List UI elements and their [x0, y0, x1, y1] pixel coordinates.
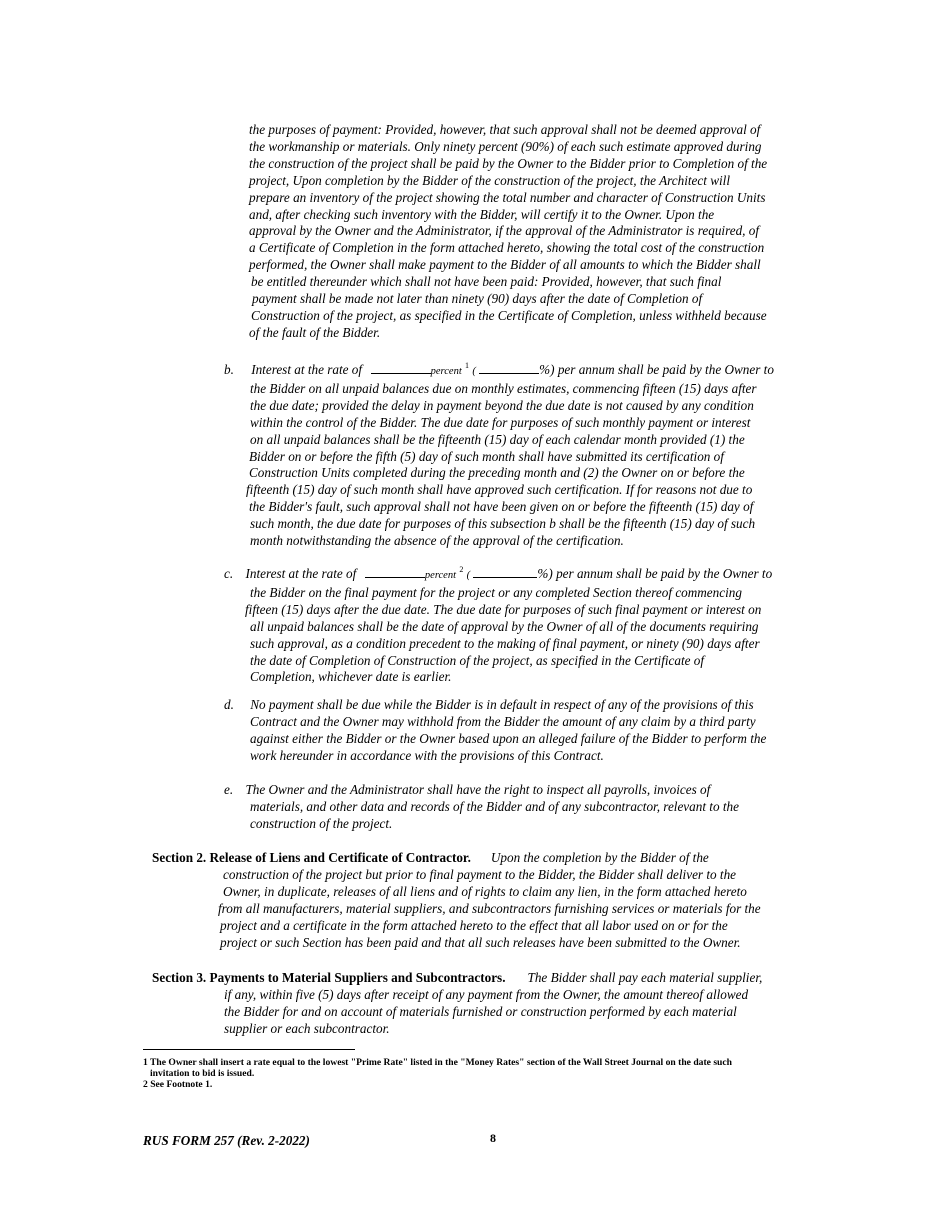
text-line: all unpaid balances shall be the date of approval by the Owner of all of the documents requiring — [250, 618, 759, 634]
text-line: the purposes of payment: Provided, however, that such approval shall not be deemed approval of — [249, 122, 761, 137]
text-line: The Owner and the Administrator shall have the right to inspect all payrolls, invoices of — [245, 782, 711, 797]
clause-d — [224, 697, 766, 765]
text-line: of the fault of the Bidder. — [249, 324, 381, 340]
clause-c-first-line — [224, 562, 772, 585]
clause-d-body — [224, 714, 766, 765]
text-line: fifteenth (15) day of such month shall have approved such certification. If for reasons not due to — [246, 482, 753, 498]
footnote-ref: 1 — [465, 361, 470, 370]
text-line: the Bidder for and on account of materials furnished or construction performed by each material — [224, 1003, 737, 1019]
percent-word: percent — [430, 366, 462, 377]
text-line: if any, within five (5) days after receipt of any payment from the Owner, the amount thereof allowed — [224, 986, 749, 1002]
clause-marker: d. — [224, 697, 234, 712]
text-line: on all unpaid balances shall be the fifteenth (15) day of each calendar month provided (1) the — [250, 431, 745, 447]
rate-number-blank[interactable] — [473, 566, 537, 578]
clause-e-body — [224, 799, 739, 833]
text-line: construction of the project. — [250, 815, 393, 831]
text-line: construction of the project but prior to final payment to the Bidder, the Bidder shall deliver to the — [223, 866, 737, 882]
section-heading: Section 3. Payments to Material Suppliers and Subcontractors. — [152, 970, 506, 985]
text-line: No payment shall be due while the Bidder is in default in respect of any of the provisions of this — [250, 697, 754, 712]
text-line: a Certificate of Completion in the form attached hereto, showing the total cost of the construction — [249, 240, 765, 256]
text-line: The Bidder shall pay each material supplier, — [527, 970, 763, 985]
open-paren: ( — [472, 366, 476, 377]
clause-c-body — [224, 585, 772, 686]
section-3-body — [152, 987, 762, 1038]
text-line: Bidder on or before the fifth (5) day of such month shall have submitted its certification of — [249, 448, 724, 464]
text-line: approval by the Owner and the Administrator, if the approval of the Administrator is required, of — [249, 223, 760, 239]
section-2-first-line — [152, 850, 761, 867]
footnote-separator — [143, 1049, 355, 1050]
text-line: materials, and other data and records of the Bidder and of any subcontractor, relevant to the — [250, 798, 739, 814]
footnote-2: 2 See Footnote 1. — [143, 1079, 213, 1090]
text-line: project, Upon completion by the Bidder of the construction of the project, the Architect will — [249, 172, 731, 188]
clause-d-first-line — [224, 697, 766, 714]
text-line: the date of Completion of Construction of the project, as specified in the Certificate of — [250, 652, 705, 668]
rate-number-blank[interactable] — [479, 362, 539, 374]
text-line: the workmanship or materials. Only ninety percent (90%) of each such estimate approved during — [249, 138, 762, 154]
page-number: 8 — [490, 1131, 496, 1145]
text-line: performed, the Owner shall make payment to the Bidder of all amounts to which the Bidder shall — [249, 257, 761, 273]
footnote-ref: 2 — [459, 565, 464, 574]
text-line: fifteen (15) days after the due date. The due date for purposes of such final payment or interest on — [245, 601, 762, 617]
clause-marker: b. — [224, 362, 234, 377]
continued-paragraph — [249, 122, 767, 342]
text-line: such month, the due date for purposes of this subsection b shall be the fifteenth (15) day of such — [250, 516, 756, 532]
text-line: project or such Section has been paid and that all such releases have been submitted to the Owner. — [220, 934, 741, 950]
section-2-body — [152, 867, 761, 952]
text-line: Upon the completion by the Bidder of the — [490, 850, 709, 865]
text-line: project and a certificate in the form attached hereto to the effect that all labor used on or for the — [220, 917, 728, 933]
footnote-number: 1 — [143, 1057, 148, 1068]
footnote-1-continued: invitation to bid is issued. — [150, 1068, 255, 1079]
text-line: prepare an inventory of the project showing the total number and character of Construction Units — [249, 189, 766, 205]
text-line: month notwithstanding the absence of the approval of the certification. — [250, 533, 624, 549]
text-line: from all manufacturers, material suppliers, and subcontractors furnishing services or materials for the — [218, 900, 761, 916]
text-line: the due date; provided the delay in payment beyond the due date is not caused by any condition — [250, 397, 754, 413]
text-line: Owner, in duplicate, releases of all liens and of rights to claim any lien, in the form attached hereto — [223, 883, 747, 899]
rate-suffix: %) per annum shall be paid by the Owner to — [539, 362, 774, 377]
clause-marker: e. — [224, 782, 234, 797]
text-line: the construction of the project shall be paid by the Owner to the Bidder prior to Completion of the — [249, 155, 768, 171]
section-3-first-line — [152, 970, 762, 987]
rate-blank[interactable] — [371, 362, 431, 374]
clause-b-first-line — [224, 358, 774, 381]
text-line: the Bidder's fault, such approval shall not have been given on or before the fifteenth (15) day of — [249, 499, 754, 515]
section-2 — [152, 850, 761, 951]
section-heading: Section 2. Release of Liens and Certificate of Contractor. — [152, 850, 471, 865]
rate-label: Interest at the rate of — [245, 566, 357, 581]
rate-label: Interest at the rate of — [251, 362, 363, 377]
text-line: work hereunder in accordance with the provisions of this Contract. — [250, 747, 604, 763]
clause-b — [224, 358, 774, 550]
clause-c — [224, 562, 772, 686]
text-line: within the control of the Bidder. The due date for purposes of such monthly payment or interest — [250, 414, 751, 430]
rate-suffix: %) per annum shall be paid by the Owner to — [537, 566, 773, 581]
rate-blank[interactable] — [365, 566, 425, 578]
form-identifier: RUS FORM 257 (Rev. 2-2022) — [143, 1133, 310, 1148]
percent-word: percent — [424, 570, 457, 581]
text-line: be entitled thereunder which shall not have been paid: Provided, however, that such final — [251, 274, 722, 290]
clause-marker: c. — [224, 566, 234, 581]
footnote-1 — [143, 1057, 732, 1068]
text-line: Construction Units completed during the preceding month and (2) the Owner on or before the — [249, 465, 745, 481]
text-line: Completion, whichever date is earlier. — [250, 669, 452, 685]
section-3 — [152, 970, 762, 1038]
text-line: the Bidder on all unpaid balances due on monthly estimates, commencing fifteen (15) days after — [250, 380, 757, 396]
text-line: against either the Bidder or the Owner based upon an alleged failure of the Bidder to perform the — [250, 730, 767, 746]
clause-e-first-line — [224, 782, 739, 799]
text-line: the Bidder on the final payment for the project or any completed Section thereof commencing — [250, 584, 742, 600]
text-line: Construction of the project, as specified in the Certificate of Completion, unless withheld because — [251, 307, 767, 323]
text-line: such approval, as a condition precedent to the making of final payment, or ninety (90) days after — [250, 635, 760, 651]
open-paren: ( — [466, 570, 471, 581]
text-line: supplier or each subcontractor. — [224, 1020, 390, 1036]
text-line: payment shall be made not later than ninety (90) days after the date of Completion of — [252, 291, 703, 307]
footnote-text: The Owner shall insert a rate equal to the lowest "Prime Rate" listed in the "Money Rates" section of the Wall Street Journal on the date such — [150, 1057, 732, 1068]
clause-b-body — [224, 381, 774, 550]
clause-e — [224, 782, 739, 833]
text-line: Contract and the Owner may withhold from the Bidder the amount of any claim by a third party — [250, 713, 756, 729]
text-line: and, after checking such inventory with the Bidder, will certify it to the Owner. Upon the — [249, 206, 715, 222]
